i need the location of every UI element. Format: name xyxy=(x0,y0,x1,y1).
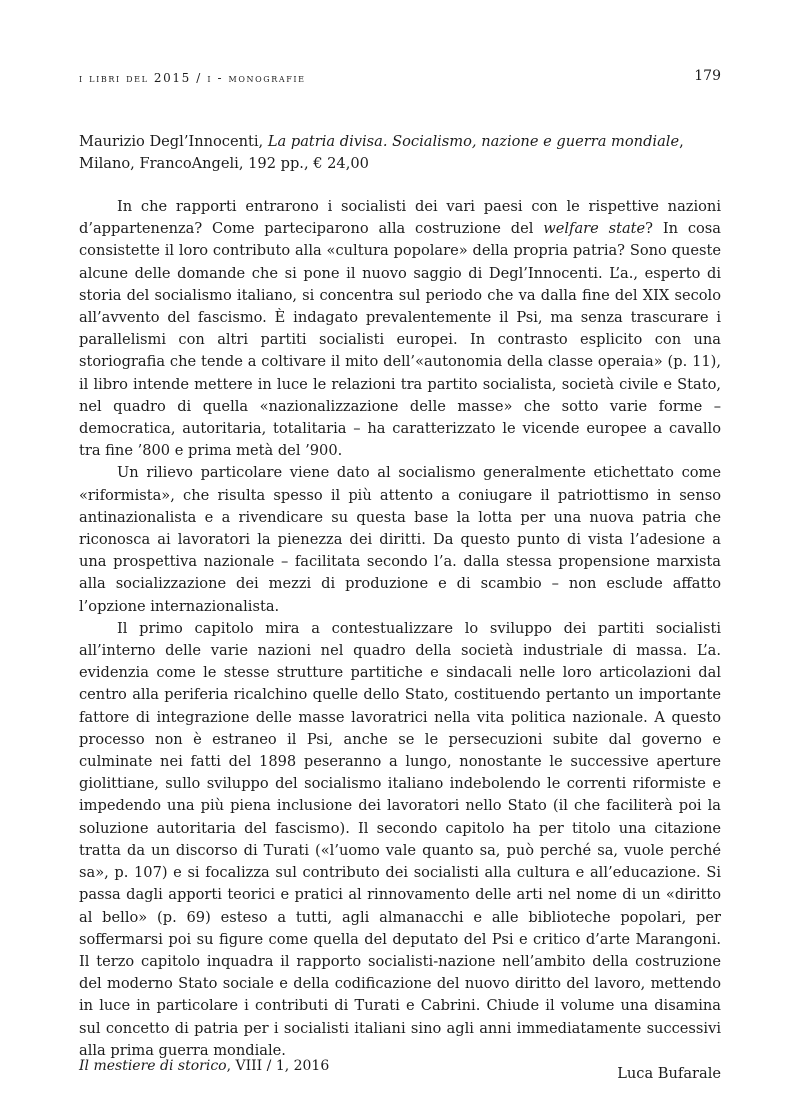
paragraph-1-text-a: In che rapporti entrarono i socialisti dei vari paesi con le rispettive nazioni d’appartenenza? Come parteciparono alla costruzione del xyxy=(79,198,721,238)
review-paragraph-2: Un rilievo particolare viene dato al socialismo generalmente etichettato come «riformista», che risulta spesso il più attento a coniugare il patriottismo in senso antinazionalista e a rivendicare su questa base la lotta per una nuova patria che riconosca ai lavoratori la pienezza dei diritti. Da questo punto di vista l’adesione a una prospettiva nazionale – facilitata secondo l’a. dalla stessa propensione marxista alla socializzazione dei mezzi di produzione e di scambio – non esclude affatto l’opzione internazionalista. xyxy=(79,464,721,615)
running-header xyxy=(79,68,721,90)
citation-book-title: La patria divisa. Socialismo, nazione e guerra mondiale xyxy=(267,133,680,150)
journal-footer xyxy=(79,1058,329,1074)
running-title: i libri del 2015 / i - monografie xyxy=(79,71,306,85)
reviewer-signature: Luca Bufarale xyxy=(617,1064,721,1082)
paragraph-1-text-b: ? In cosa consistette il loro contributo alla «cultura popolare» della propria patria? Sono queste alcune delle domande che si pone il nuovo saggio di Degl’Innocenti. L’a., esperto di storia del socialismo italiano, si concentra sul periodo che va dalla fine del XIX secolo all’avvento del fascismo. È indagato prevalentemente il Psi, ma senza trascurare i parallelismi con altri partiti socialisti europei. In contrasto esplicito con una storiografia che tende a coltivare il mito dell’«autonomia della classe operaia» (p. 11), il libro intende mettere in luce le relazioni tra partito socialista, società civile e Stato, nel quadro di quella «nazionalizzazione delle masse» che sotto varie forme – democratica, autoritaria, totalitaria – ha caratterizzato le vicende europee a cavallo tra fine ’800 e prima metà del ’900. xyxy=(79,220,721,460)
citation-publication: , Milano, FrancoAngeli, 192 pp., € 24,00 xyxy=(79,133,684,173)
book-citation xyxy=(79,131,721,175)
citation-author: Maurizio Degl’Innocenti, xyxy=(79,133,268,150)
review-paragraph-1 xyxy=(79,196,721,462)
welfare-state-term: welfare state xyxy=(543,220,646,238)
journal-issue: , VIII / 1, 2016 xyxy=(226,1058,330,1074)
page-number: 179 xyxy=(694,68,721,84)
review-body xyxy=(79,196,721,1085)
review-paragraph-3: Il primo capitolo mira a contestualizzare lo sviluppo dei partiti socialisti all’interno delle varie nazioni nel quadro della società industriale di massa. L’a. evidenzia come le stesse strutture partitiche e sindacali nelle loro articolazioni dal centro alla periferia ricalchino quelle dello Stato, costituendo pertanto un importante fattore di integrazione delle masse lavoratrici nella vita politica nazionale. A questo processo non è estraneo il Psi, anche se le persecuzioni subite dal governo e culminate nei fatti del 1898 peseranno a lungo, nonostante le successive aperture giolittiane, sullo sviluppo del socialismo italiano indebolendo le correnti riformiste e impedendo una più piena inclusione dei lavoratori nello Stato (il che faciliterà poi la soluzione autoritaria del fascismo). Il secondo capitolo ha per titolo una citazione tratta da un discorso di Turati («l’uomo vale quanto sa, può perché sa, vuole perché sa», p. 107) e si focalizza sul contributo dei socialisti alla cultura e all’educazione. Si passa dagli apporti teorici e pratici al rinnovamento delle arti nel nome di un «diritto al bello» (p. 69) esteso a tutti, agli almanacchi e alle biblioteche popolari, per soffermarsi poi su figure come quella del deputato del Psi e critico d’arte Marangoni. Il terzo capitolo inquadra il rapporto socialisti-nazione nell’ambito della costruzione del moderno Stato sociale e della codificazione del nuovo diritto del lavoro, mettendo in luce in particolare i contributi di Turati e Cabrini. Chiude il volume una disamina sul concetto di patria per i socialisti italiani sino agli anni immediatamente successivi alla prima guerra mondiale. xyxy=(79,619,721,1059)
journal-name: Il mestiere di storico xyxy=(79,1058,227,1074)
